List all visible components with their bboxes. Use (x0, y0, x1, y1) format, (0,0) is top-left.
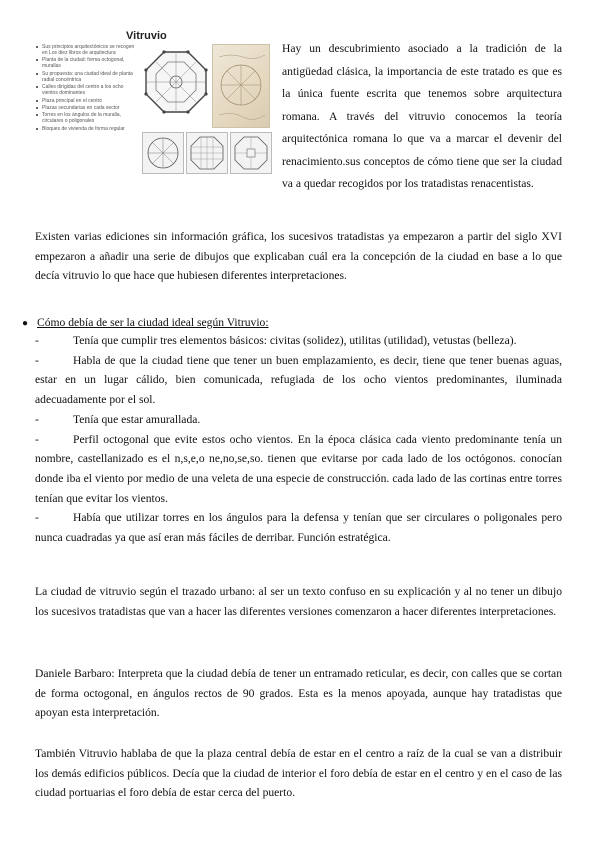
manuscript-drawing-image (212, 44, 270, 128)
barbaro-paragraph: Daniele Barbaro: Interpreta que la ciudad debía de tener un entramado reticular, es decir, con calles que se cortan de forma octogonal, en ángulos rectos de 90 grados. Esta es la menos apoyada, aunque hay tratadistas que apoyan esta interpretación. (35, 667, 562, 719)
list-item (35, 351, 562, 410)
slide-bullet: Plazas secundarias en cada sector (36, 105, 140, 111)
list-dash: - (35, 412, 39, 426)
list-dash: - (35, 432, 39, 446)
list-item-text: Tenía que estar amurallada. (73, 412, 201, 426)
slide-bullet: Bloques de vivienda de forma regular (36, 126, 140, 132)
list-item (35, 430, 562, 509)
list-item-text: Había que utilizar torres en los ángulos para la defensa y tenían que ser circulares o poligonales pero nunca cuadradas ya que así eran más fáciles de derribar. Función estratégica. (35, 511, 562, 545)
slide-bullet: Su propuesta: una ciudad ideal de planta radial concéntrica (36, 71, 140, 83)
ideal-city-list (35, 331, 562, 548)
slide-bullet: Plaza principal en el centro (36, 98, 140, 104)
slide-bullet: Torres en los ángulos de la muralla, circulares o poligonales (36, 112, 140, 124)
section-heading-text: Cómo debía de ser la ciudad ideal según Vitruvio: (37, 316, 269, 329)
grid-plan-sketch-image (186, 132, 228, 174)
city-plan-sketch-image (142, 132, 184, 174)
list-item-text: Perfil octogonal que evite estos ocho vientos. En la época clásica cada viento predominante tenía un nombre, castellanizado es el n,s,e,o ne,no,se,so. tienen que evitarse por cada lado de los octógonos. conocían donde iba el viento por medio de una veleta de una especie de construcción. cada lado de las cortinas entre torres tenían que evitar los vientos. (35, 432, 562, 505)
list-dash: - (35, 511, 39, 525)
list-item-text: Tenía que cumplir tres elementos básicos: civitas (solidez), utilitas (utilidad), vetustas (belleza). (73, 334, 517, 347)
urban-layout-paragraph: La ciudad de vitruvio según el trazado urbano: al ser un texto confuso en su explicación y al no tener un dibujo los sucesivos tratadistas que van a hacer las diferentes versiones comenzaron a hacer diferentes interpretaciones. (35, 585, 562, 618)
list-item-text: Habla de que la ciudad tiene que tener un buen emplazamiento, es decir, tiene que tener buenas aguas, estar en un lugar cálido, bien comunicada, refugiada de los ocho vientos predominantes, iluminada adecuadamente por el sol. (35, 353, 562, 407)
slide-bullet: Calles dirigidas del centro a los ocho vientos dominantes (36, 84, 140, 96)
bullet-icon: ● (22, 318, 29, 329)
slide-bullet: Sus principios arquitectónicos se recogen en Los diez libros de arquitectura (36, 44, 140, 56)
radial-plan-sketch-image (230, 132, 272, 174)
editions-paragraph: Existen varias ediciones sin información gráfica, los sucesivos tratadistas ya empezaron a partir del siglo XVI empezaron a añadir una serie de dibujos que explicaban cuál era la concepción de la ciudad en base a lo que decía vitruvio lo que hace que hubiesen diferentes interpretaciones. (35, 230, 562, 282)
list-dash: - (35, 353, 39, 367)
central-plaza-paragraph: También Vitruvio hablaba de que la plaza central debía de estar en el centro a raíz de la cual se van a distribuir los demás edificios públicos. Decía que la ciudad de interior el foro debía de estar en el centro y en el caso de las ciudad portuarias el foro debía de estar cerca del puerto. (35, 747, 562, 799)
slide-thumbnail (30, 28, 270, 178)
list-item (35, 331, 562, 351)
octagonal-city-plan-image (144, 50, 208, 114)
list-item (35, 508, 562, 547)
slide-bullet-list (36, 44, 140, 133)
intro-paragraph: Hay un descubrimiento asociado a la tradición de la antigüedad clásica, la importancia de este tratado es que es la única fuente escrita que tenemos sobre arquitectura romana. A través del vitruvio conocemos la teoría arquitectónica romana lo que va a marcar el devenir del renacimiento.sus conceptos de cómo tiene que ser la ciudad va a quedar recogidos por los tratadistas renacentistas. (282, 42, 562, 190)
slide-bullet: Planta de la ciudad: forma octogonal, murallas (36, 57, 140, 69)
section-heading (22, 313, 562, 333)
slide-title: Vitruvio (126, 30, 167, 42)
list-item (35, 410, 562, 430)
list-dash: - (35, 334, 39, 347)
